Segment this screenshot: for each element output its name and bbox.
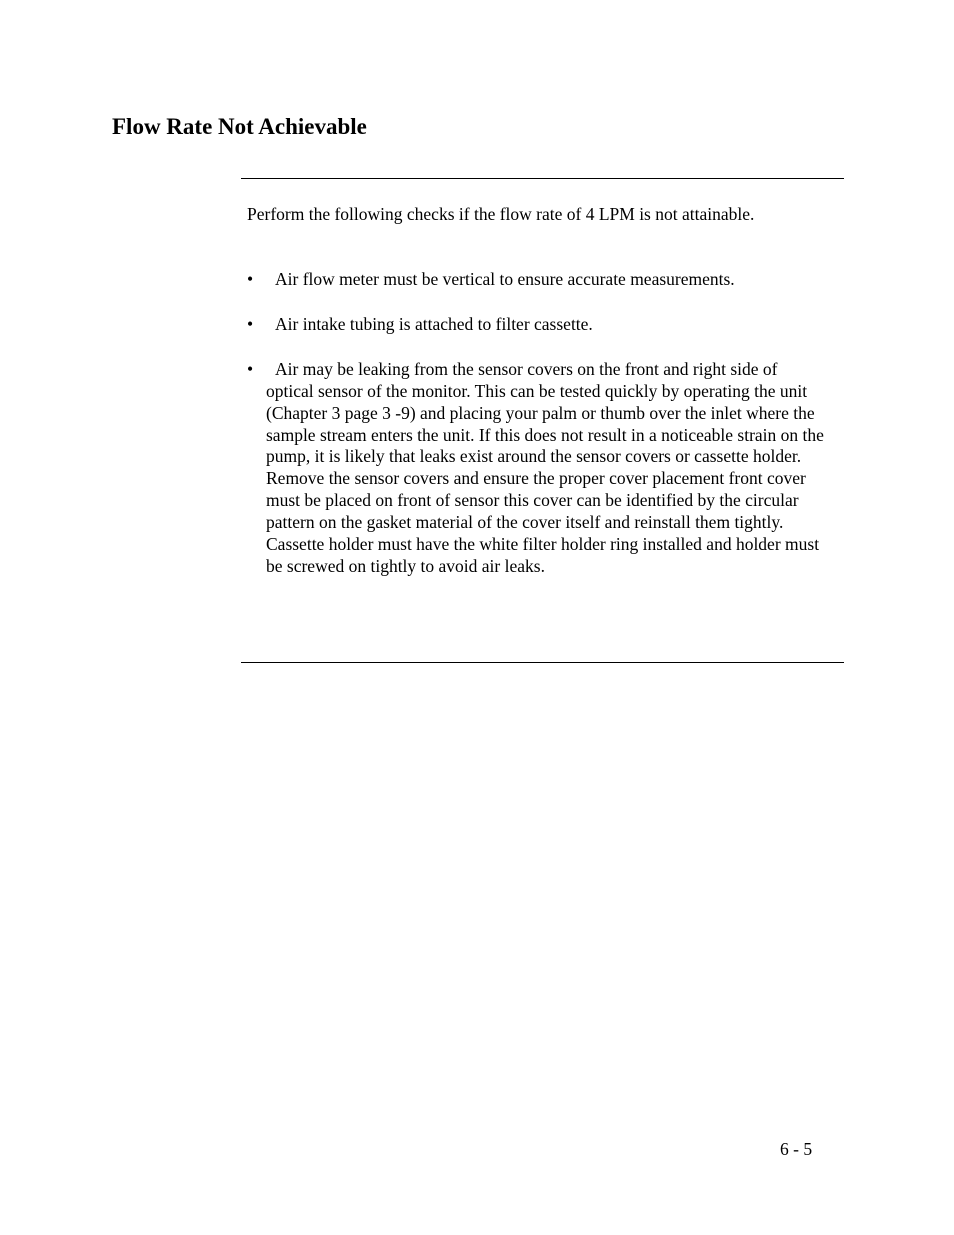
list-item-continuation: optical sensor of the monitor. This can be tested quickly by operating the unit (Chapter 3 page 3 -9) and placing your palm or thumb over the inlet where the sample stream enters the unit. If this does not result in a noticeable strain on the pump, it is likely that leaks exist around the sensor covers or cassette holder. Remove the sensor covers and ensure the proper cover placement front cover must be placed on front of sensor this cover can be identified by the circular pattern on the gasket material of the cover itself and reinstall them tightly. Cassette holder must have the white filter holder ring installed and holder must be screwed on tightly to avoid air leaks. <box>266 380 824 576</box>
intro-paragraph: Perform the following checks if the flow rate of 4 LPM is not attainable. <box>247 204 755 224</box>
list-item <box>247 269 837 291</box>
list-item-text <box>266 269 837 291</box>
list-item-first-line: Air flow meter must be vertical to ensure accurate measurements. <box>275 269 735 289</box>
list-item <box>247 359 837 578</box>
bullet-icon: • <box>247 358 254 379</box>
list-item-text <box>266 359 837 578</box>
top-divider <box>241 178 844 179</box>
section-heading: Flow Rate Not Achievable <box>112 114 367 139</box>
list-item <box>247 314 837 336</box>
list-item-first-line: Air intake tubing is attached to filter cassette. <box>275 313 593 334</box>
page-number: 6 - 5 <box>780 1139 813 1159</box>
bullet-icon: • <box>247 269 254 289</box>
bottom-divider <box>241 662 844 663</box>
bullet-icon: • <box>247 313 254 334</box>
list-item-text <box>266 314 837 336</box>
checklist <box>247 269 837 578</box>
list-item-first-line: Air may be leaking from the sensor covers on the front and right side of <box>275 358 778 379</box>
